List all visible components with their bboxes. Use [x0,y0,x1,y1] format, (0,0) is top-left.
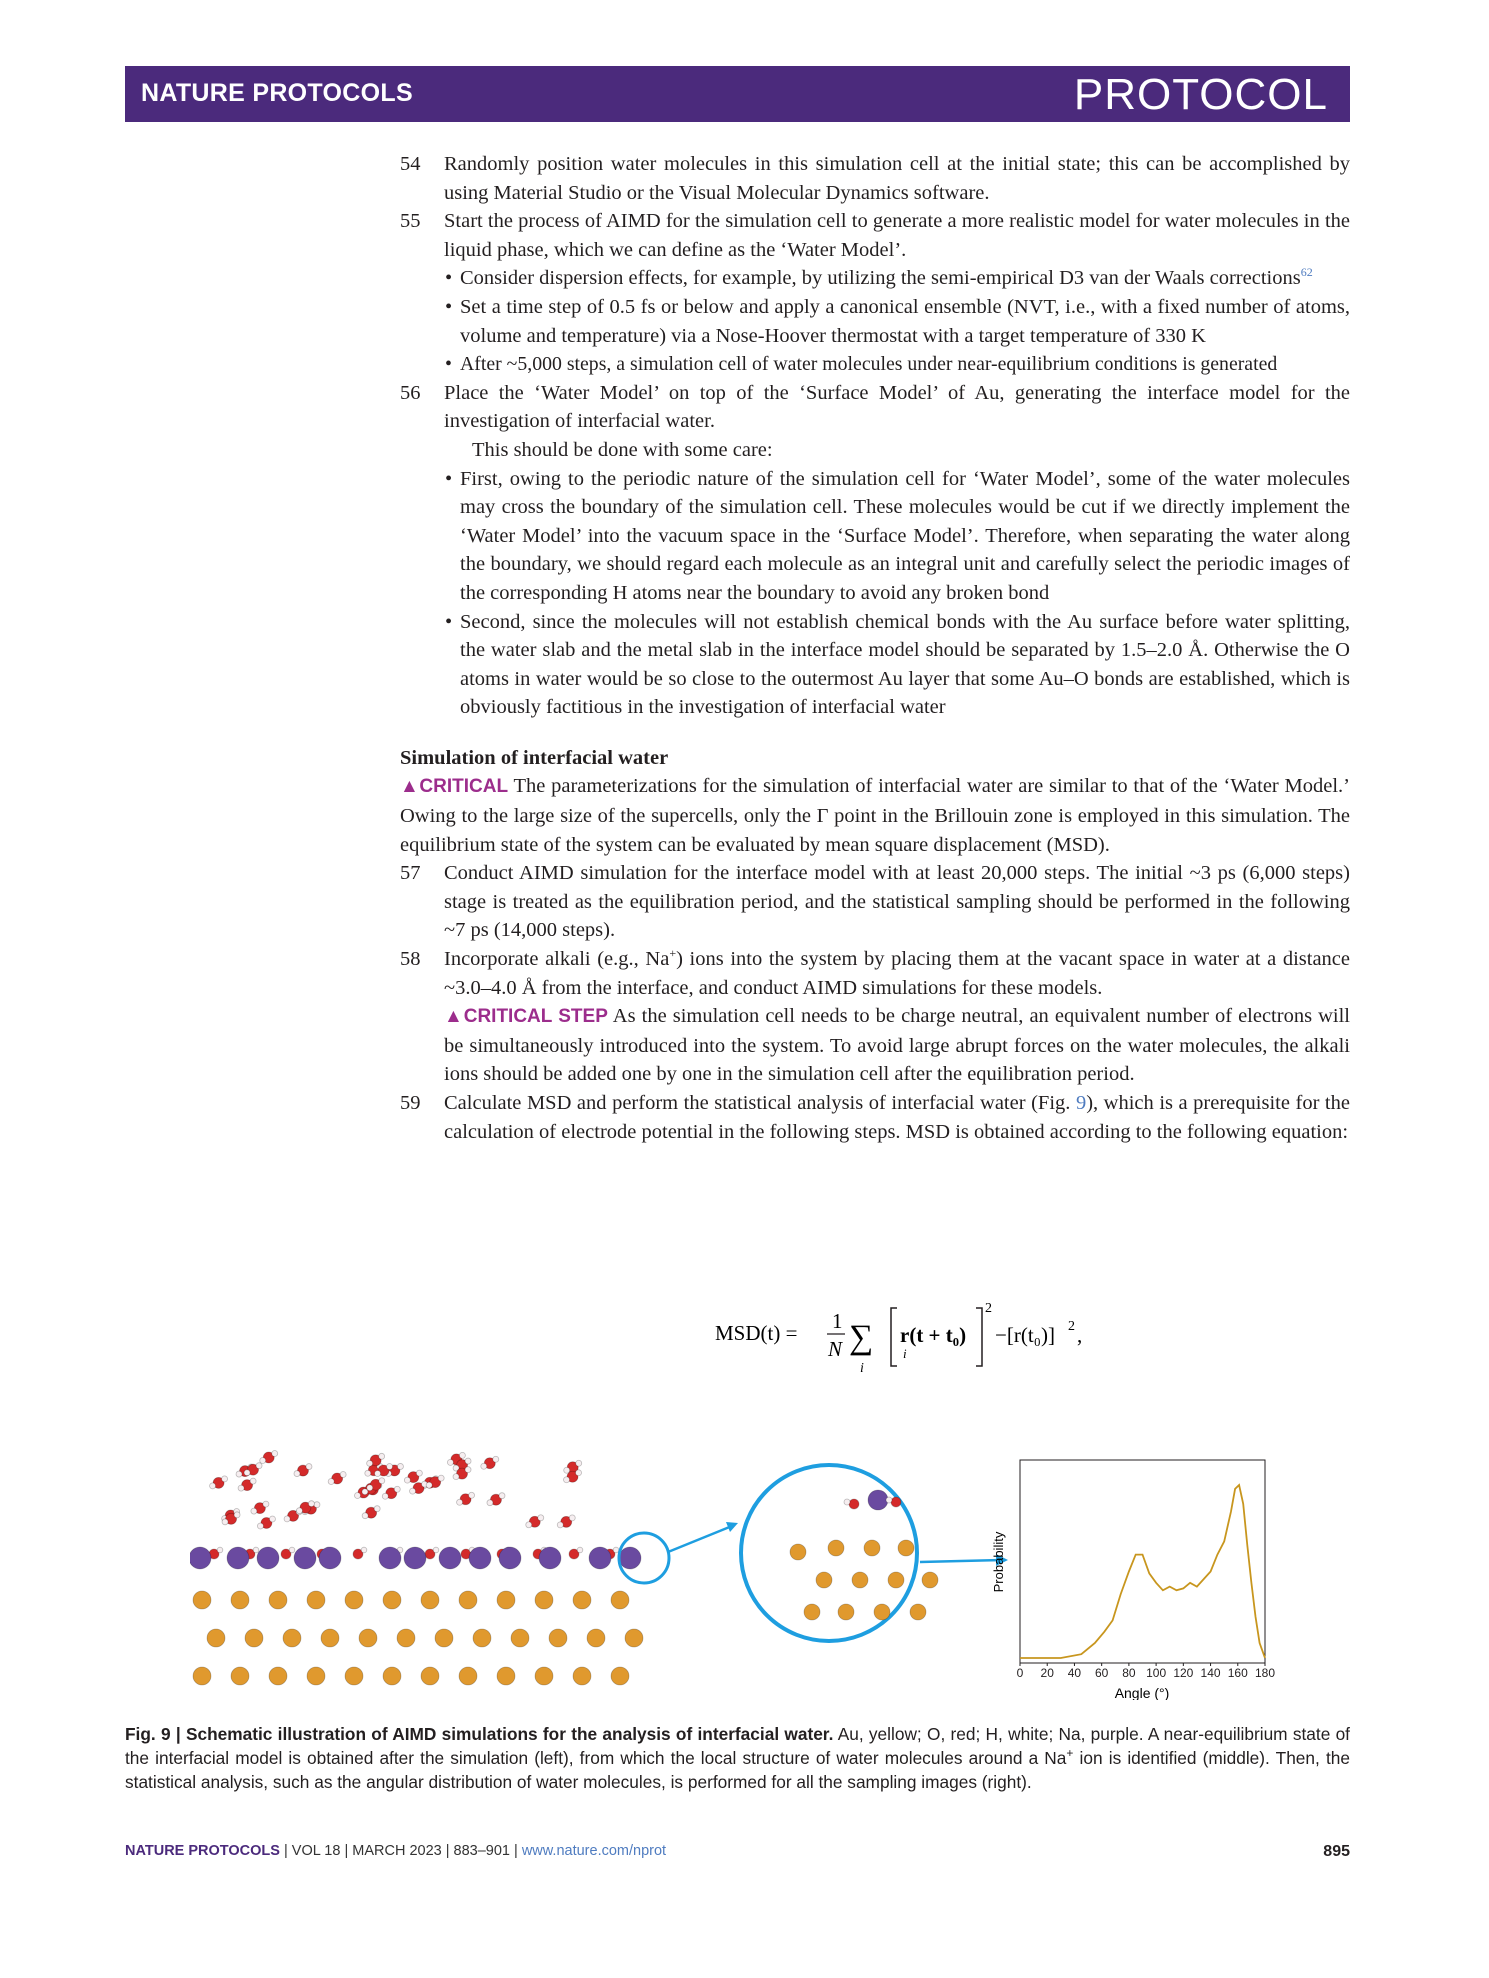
hydrogen-atom [362,1513,368,1519]
critical-label: ▲CRITICAL [400,776,509,798]
gold-atom [535,1591,553,1609]
eq-numerator: 1 [832,1309,843,1333]
sodium-atom [619,1547,641,1569]
sodium-atom [379,1547,401,1569]
figure-link[interactable]: 9 [1075,1092,1087,1114]
hydrogen-atom [340,1472,346,1478]
hydrogen-atom [526,1522,532,1528]
eq-sum-index: i [860,1361,864,1376]
step-text: Calculate MSD and perform the statistical analysis of interfacial water (Fig. [444,1092,1076,1114]
critical-paragraph [400,772,1350,859]
eq-denominator: N [828,1337,843,1361]
gold-atom [307,1591,325,1609]
reference-link[interactable]: 62 [1300,265,1313,280]
gold-atom [611,1591,629,1609]
step-note: This should be done with some care: [472,438,773,461]
gold-atom [345,1591,363,1609]
gold-atom [497,1591,515,1609]
eq-bracket-right [976,1308,982,1366]
hydrogen-atom [457,1499,463,1505]
critical-step [400,1002,1350,1089]
step-text: Randomly position water molecules in this simulation cell at the initial state; this can be accomplished by using Material Studio or the Visual Molecular Dynamics software. [444,153,1350,204]
hydrogen-atom [426,1482,432,1488]
bullet-icon: • [445,267,453,290]
hydrogen-atom [465,1458,471,1464]
header-banner [125,66,1350,122]
hydrogen-atom [447,1459,453,1465]
hydrogen-atom [410,1488,416,1494]
sodium-atom [319,1547,341,1569]
bullet-item [400,264,1350,293]
critical-step-label: ▲CRITICAL STEP [444,1006,608,1028]
eq-power-2: 2 [1068,1319,1075,1334]
hydrogen-atom [374,1506,380,1512]
hydrogen-atom [382,1493,388,1499]
gold-atom [573,1667,591,1685]
hydrogen-atom [296,1508,302,1514]
gold-atom [587,1629,605,1647]
gold-atom [421,1667,439,1685]
gold-atom [269,1591,287,1609]
gold-atom [910,1604,926,1620]
bullet-text: Consider dispersion effects, for example, by utilizing the semi-empirical D3 van der Waals corrections [460,267,1301,290]
angle-distribution-chart [991,1460,1275,1700]
step-text: Place the ‘Water Model’ on top of the ‘Surface Model’ of Au, generating the interface model for the investigation of interfacial water. [444,381,1350,433]
x-tick-label: 180 [1254,1666,1276,1680]
hydrogen-atom [238,1485,244,1491]
gold-atom [625,1629,643,1647]
hydrogen-atom [260,1458,266,1464]
figure-caption [125,1722,1350,1794]
gold-atom [473,1629,491,1647]
hydrogen-atom [263,1501,269,1507]
critical-step-text: As the simulation cell needs to be charge neutral, an equivalent number of electrons will be simultaneously introduced into the system. To avoid large abrupt forces on the water molecules, the alkali ions should be added one by one in the simulation cell after the equilibration period. [444,1005,1350,1086]
hydrogen-atom [499,1493,505,1499]
gold-atom [459,1667,477,1685]
hydrogen-atom [355,1493,361,1499]
zoom-circle [741,1465,917,1641]
x-tick-label: 100 [1146,1666,1167,1680]
step-text: ) ions into the system by placing them at the vacant space in water at a distance ~3.0–4.0 Å from the interface, and conduct AIMD simulations for these models. [444,948,1350,999]
step-text: Conduct AIMD simulation for the interface model with at least 20,000 steps. The initial ~3 ps (6,000 steps) stage is treated as the equilibration period, and the statistical sampling should be performed in the following ~7 ps (14,000 steps). [444,862,1350,942]
hydrogen-atom [469,1492,475,1498]
bullet-icon: • [445,610,453,633]
gold-atom [359,1629,377,1647]
article-type: PROTOCOL [1073,70,1328,119]
bullet-text: Second, since the molecules will not establish chemical bonds with the Au surface before water splitting, the water slab and the metal slab in the interface model should be separated by 1.5–2.0 Å. Otherwise the O atoms in water would be so close to the outermost Au layer that some Au–O bonds are established, which is obviously factitious in the investigation of interfacial water [460,610,1350,719]
footer-pages: 883–901 [453,1843,510,1859]
step-58 [400,945,1350,1002]
bullet-item [400,293,1350,350]
hydrogen-atom [394,1486,400,1492]
zoom-panel [741,1465,938,1641]
hydrogen-atom [361,1547,367,1553]
step-number: 58 [400,948,421,971]
step-text: Incorporate alkali (e.g., Na [444,948,670,971]
gold-atom [231,1591,249,1609]
arrow-to-chart [920,1560,1002,1562]
sodium-atom [499,1547,521,1569]
gold-atom [193,1667,211,1685]
sodium-atom [190,1547,211,1569]
bullet-text: After ~5,000 steps, a simulation cell of water molecules under near-equilibrium conditions is generated [460,353,1278,376]
caption-text: Au, yellow; O, red; H, white; Na, purple. A near-equilibrium state of the interfacial model is obtained after the simulation (left), from which the local structure of water molecules around a Na [125,1724,1350,1768]
gold-atom [874,1604,890,1620]
hydrogen-atom [306,1464,312,1470]
step-55 [400,207,1350,264]
step-54 [400,150,1350,207]
hydrogen-atom [308,1501,314,1507]
gold-atom [549,1629,567,1647]
gold-atom [421,1591,439,1609]
gold-atom [207,1629,225,1647]
step-number: 57 [400,862,421,885]
footer-volume: VOL 18 [291,1843,341,1859]
x-tick-label: 60 [1094,1666,1109,1680]
hydrogen-atom [269,1516,275,1522]
hydrogen-atom [244,1470,250,1476]
x-tick-label: 160 [1227,1666,1248,1680]
hydrogen-atom [253,1547,259,1553]
hydrogen-atom [453,1474,459,1480]
oxygen-atom [849,1499,859,1509]
sodium-atom [294,1547,316,1569]
caption-text: ion is identified (middle). Then, the statistical analysis, such as the angular distribution of water molecules, is performed for all the sampling images (right). [125,1748,1350,1792]
hydrogen-atom [465,1467,471,1473]
hydrogen-atom [487,1500,493,1506]
hydrogen-atom [379,1478,385,1484]
hydrogen-atom [289,1547,295,1553]
caption-label: Fig. 9 | Schematic illustration of AIMD simulations for the analysis of interfacial water. [125,1724,834,1744]
hydrogen-atom [251,1508,257,1514]
gold-atom [307,1667,325,1685]
footer-journal: NATURE PROTOCOLS [125,1843,280,1859]
gold-atom [838,1604,854,1620]
bullet-icon: • [445,295,453,318]
bullet-icon: • [445,353,452,376]
eq-term-index: i [903,1346,907,1361]
gold-atom [231,1667,249,1685]
step-number: 59 [400,1092,421,1114]
footer-date: MARCH 2023 [352,1843,442,1859]
bullet-item [400,465,1350,608]
y-axis-label: Probability [991,1531,1006,1593]
gold-atom [321,1629,339,1647]
bullet-item [400,350,1350,379]
hydrogen-atom [397,1463,403,1469]
step-text: Start the process of AIMD for the simulation cell to generate a more realistic model for water molecules in the liquid phase, which we can define as the ‘Water Model’. [444,210,1350,261]
hydrogen-atom [557,1522,563,1528]
x-tick-labels [1017,1663,1276,1680]
step-number: 56 [400,381,421,404]
gold-atom [816,1572,832,1588]
page-number: 895 [1323,1843,1350,1860]
hydrogen-atom [236,1471,242,1477]
hydrogen-atom [217,1547,223,1553]
gold-atom [193,1591,211,1609]
x-tick-label: 20 [1040,1666,1054,1680]
hydrogen-atom [433,1547,439,1553]
hydrogen-atom [577,1547,583,1553]
msd-equation [715,1298,1095,1378]
gold-atom [383,1667,401,1685]
eq-term: r(t + t₀) [900,1323,967,1347]
hydrogen-atom [294,1471,300,1477]
hydrogen-atom [284,1516,290,1522]
gold-atom [383,1591,401,1609]
bullet-icon: • [445,467,453,490]
gold-atom [345,1667,363,1685]
body-text [400,150,1350,1146]
step-59 [400,1089,1350,1146]
hydrogen-atom [404,1477,410,1483]
hydrogen-atom [375,1471,381,1477]
gold-atom [397,1629,415,1647]
hydrogen-atom [576,1470,582,1476]
gold-atom [611,1667,629,1685]
oxygen-atom [891,1497,901,1507]
x-tick-label: 40 [1067,1666,1082,1680]
sodium-atom [227,1547,249,1569]
eq-sigma: ∑ [849,1319,874,1356]
hydrogen-atom [438,1475,444,1481]
hydrogen-atom [576,1460,582,1466]
hydrogen-atom [387,1464,393,1470]
gold-atom [828,1540,844,1556]
hydrogen-atom [234,1512,240,1518]
gold-atom [804,1604,820,1620]
bullet-text: Set a time step of 0.5 fs or below and apply a canonical ensemble (NVT, i.e., with a fixed number of atoms, volume and temperature) via a Nose-Hoover thermostat with a target temperature of 330 K [460,295,1350,347]
hydrogen-atom [367,1460,373,1466]
bullet-text: First, owing to the periodic nature of the simulation cell for ‘Water Model’, some of the water molecules may cross the boundary of the simulation cell. These molecules would be cut if we directly implement the ‘Water Model’ into the vacuum space in the ‘Surface Model’. Therefore, when separating the water along the boundary, we should regard each molecule as an integral unit and carefully select the periodic images of the corresponding H atoms near the boundary to avoid any broken bond [460,467,1350,604]
series-line [1020,1485,1265,1658]
gold-atom [459,1591,477,1609]
hydrogen-atom [257,1523,263,1529]
gold-atom [888,1572,904,1588]
bullet-item [400,608,1350,722]
hydrogen-atom [416,1470,422,1476]
x-tick-label: 0 [1016,1666,1024,1680]
arrow-to-zoom [668,1526,732,1552]
gold-atom [573,1591,591,1609]
hydrogen-atom [272,1451,278,1457]
x-tick-label: 120 [1173,1666,1194,1680]
gold-atom [852,1572,868,1588]
sodium-atom [404,1547,426,1569]
gold-atom [922,1572,938,1588]
x-axis-label: Angle (°) [1114,1685,1170,1700]
hydrogen-atom [569,1515,575,1521]
sodium-atom [257,1547,279,1569]
hydrogen-atom [210,1483,216,1489]
sodium-atom [469,1547,491,1569]
hydrogen-atom [314,1502,320,1508]
hydrogen-atom [481,1463,487,1469]
section-heading: Simulation of interfacial water [400,746,669,769]
gold-atom [898,1540,914,1556]
x-tick-label: 140 [1200,1666,1221,1680]
gold-atom [511,1629,529,1647]
hydrogen-atom [222,1519,228,1525]
page-footer: NATURE PROTOCOLS | VOL 18 | MARCH 2023 | 883–901 | www.nature.com/nprot 895 [125,1843,1350,1860]
superscript: + [1066,1746,1074,1761]
hydrogen-atom [493,1456,499,1462]
gold-atom [790,1544,806,1560]
step-number: 55 [400,210,421,233]
hydrogen-atom [365,1470,371,1476]
step-57 [400,859,1350,945]
hydrogen-atom [844,1499,850,1505]
hydrogen-atom [538,1515,544,1521]
journal-name: NATURE PROTOCOLS [141,79,413,107]
sodium-atom [539,1547,561,1569]
superscript: + [669,946,677,961]
hydrogen-atom [886,1497,892,1503]
sodium-atom [439,1547,461,1569]
chart-frame [1020,1460,1265,1663]
hydrogen-atom [256,1463,262,1469]
eq-power: 2 [985,1301,992,1316]
x-tick-label: 80 [1122,1666,1136,1680]
interface-model-panel [190,1451,643,1700]
hydrogen-atom [250,1478,256,1484]
hydrogen-atom [379,1453,385,1459]
hydrogen-atom [328,1479,334,1485]
hydrogen-atom [367,1485,373,1491]
gold-atom [245,1629,263,1647]
gold-atom [535,1667,553,1685]
step-56 [400,379,1350,436]
eq-minus-term: −[r(t₀)] [995,1323,1055,1347]
critical-text: The parameterizations for the simulation of interfacial water are similar to that of the ‘Water Model.’ Owing to the large size of the supercells, only the Γ point in the Brillouin zone is employed in this simulation. The equilibrium state of the system can be evaluated by mean square displacement (MSD). [400,775,1350,856]
eq-lhs: MSD(t) = [715,1321,798,1345]
sodium-atom [589,1547,611,1569]
hydrogen-atom [564,1477,570,1483]
hydrogen-atom [613,1547,619,1553]
gold-atom [283,1629,301,1647]
gold-atom [864,1540,880,1556]
gold-atom [435,1629,453,1647]
step-text: ), which is a prerequisite for the calculation of electrode potential in the following steps. MSD is obtained according to the following equation: [444,1092,1350,1143]
gold-atom [497,1667,515,1685]
gold-atom [269,1667,287,1685]
hydrogen-atom [222,1476,228,1482]
step-number: 54 [400,153,421,175]
figure-9 [190,1440,1290,1700]
sodium-atom [868,1490,888,1510]
eq-bracket-left [891,1308,897,1366]
footer-url[interactable]: www.nature.com/nprot [521,1843,667,1859]
eq-end: , [1077,1323,1083,1347]
hydrogen-atom [459,1452,465,1458]
